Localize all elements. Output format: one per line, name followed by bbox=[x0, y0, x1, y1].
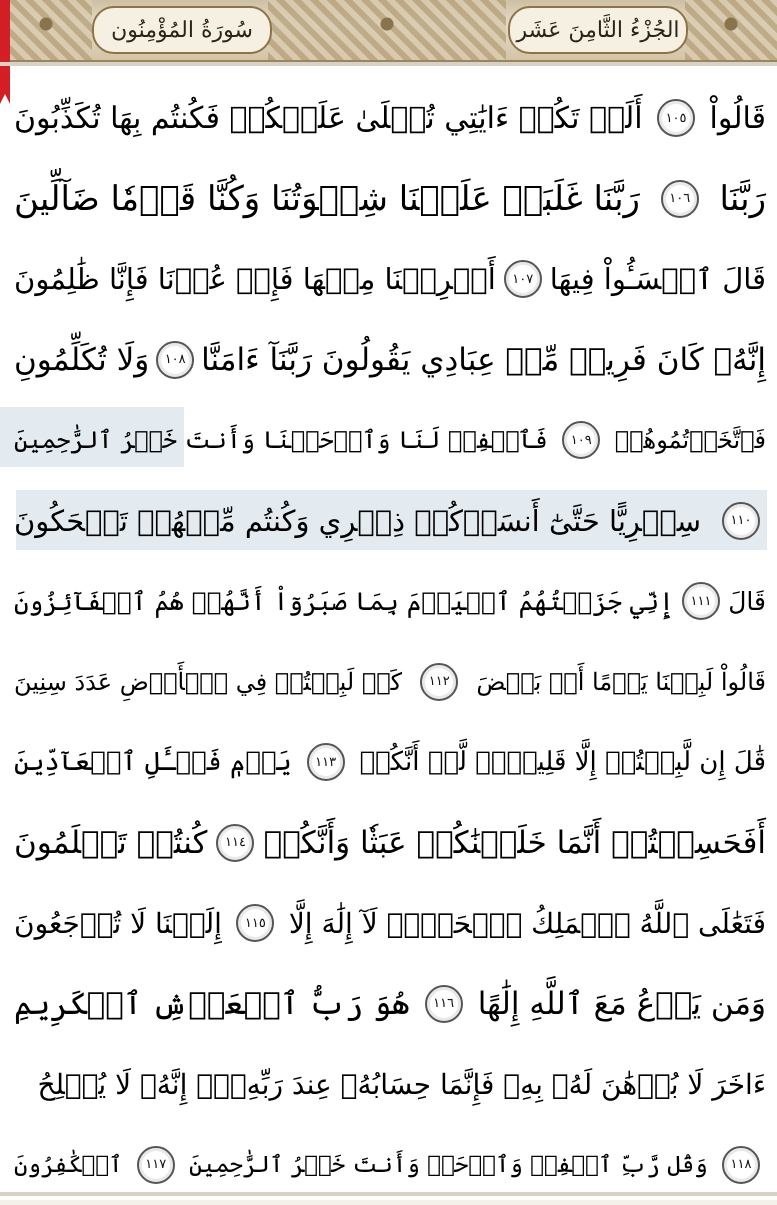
verse-text: ءَاخَرَ لَا بُرۡهَٰنَ لَهُۥ بِهِۦ فَإِنَّمَا حِسَابُهُۥ عِندَ رَبِّهِۦٓۚ إِنَّهُۥ لَا يُفۡلِحُ bbox=[37, 1068, 766, 1101]
verse-text: سِخۡرِيًّا حَتَّىٰٓ أَنسَوۡكُمۡ ذِكۡرِي وَكُنتُم مِّنۡهُمۡ تَضۡحَكُونَ bbox=[14, 504, 701, 538]
text-line bbox=[14, 400, 766, 481]
ayah-number-marker[interactable]: ١٠٧ bbox=[504, 260, 542, 298]
verse-text: يَوۡمٖ فَسۡـَٔلِ ٱلۡعَآدِّينَ bbox=[14, 747, 292, 777]
ayah-number-marker[interactable]: ١٠٦ bbox=[661, 180, 699, 218]
header-ornament-left bbox=[0, 0, 92, 60]
verse-text: هُوَ رَبُّ ٱلۡعَرۡشِ ٱلۡكَرِيمِ bbox=[14, 986, 409, 1022]
text-line bbox=[14, 642, 766, 723]
ayah-number-marker[interactable]: ١١٧ bbox=[137, 1146, 175, 1184]
text-line bbox=[14, 78, 766, 159]
ayah-number-marker[interactable]: ١١٦ bbox=[425, 985, 463, 1023]
verse-text: وَقُل رَّبِّ ٱغۡفِرۡ وَٱرۡحَمۡ وَأَنتَ خَيۡرُ ٱلرَّٰحِمِينَ bbox=[189, 1152, 708, 1178]
text-line bbox=[14, 561, 766, 642]
ayah-number-marker[interactable]: ١٠٩ bbox=[562, 421, 600, 459]
verse-text: كُنتُمۡ تَعۡلَمُونَ bbox=[14, 825, 207, 861]
verse-text: قَالَ ٱخۡسَـُٔواْ فِيهَا bbox=[550, 262, 766, 296]
text-line bbox=[14, 320, 766, 401]
text-line bbox=[14, 239, 766, 320]
verse-text: فَٱتَّخَذۡتُمُوهُمۡ bbox=[615, 426, 766, 454]
verse-text: قَالُواْ bbox=[710, 101, 766, 136]
ayah-number-marker[interactable]: ١١٢ bbox=[420, 663, 458, 701]
verse-text: فَٱغۡفِرۡ لَنَا وَٱرۡحَمۡنَا وَأَنتَ خَيۡرُ ٱلرَّٰحِمِينَ bbox=[14, 426, 548, 454]
top-rule bbox=[0, 62, 777, 66]
juz-label: الجُزْءُ الثَّامِنَ عَشَر bbox=[508, 6, 688, 54]
verse-text: أَخۡرِجۡنَا مِنۡهَا فَإِنۡ عُدۡنَا فَإِنَّا ظَٰلِمُونَ bbox=[14, 262, 496, 296]
header-ornament-right bbox=[685, 0, 777, 60]
verse-text: قَالُواْ لَبِثۡنَا يَوۡمًا أَوۡ بَعۡضَ bbox=[476, 668, 766, 696]
ayah-number-marker[interactable]: ١٠٨ bbox=[156, 341, 194, 379]
text-line bbox=[14, 883, 766, 964]
text-line bbox=[14, 159, 766, 240]
ayah-number-marker[interactable]: ١١٥ bbox=[236, 904, 274, 942]
verse-text: وَلَا تُكَلِّمُونِ bbox=[14, 342, 149, 378]
verse-text: إِنِّي جَزَيۡتُهُمُ ٱلۡيَوۡمَ بِمَا صَبَرُوٓاْ أَنَّهُمۡ هُمُ ٱلۡفَآئِزُونَ bbox=[14, 587, 674, 616]
verse-text-block bbox=[14, 78, 766, 1205]
verse-text: رَبَّنَا غَلَبَتۡ عَلَيۡنَا شِقۡوَتُنَا وَكُنَّا قَوۡمٗا ضَآلِّينَ bbox=[14, 179, 640, 219]
ayah-number-marker[interactable]: ١٠٥ bbox=[657, 99, 695, 137]
verse-text: رَبَّنَا bbox=[719, 179, 766, 219]
header-ornament-middle bbox=[268, 0, 506, 60]
ayah-number-marker[interactable]: ١١٠ bbox=[722, 502, 760, 540]
verse-text: إِنَّهُۥ كَانَ فَرِيقٞ مِّنۡ عِبَادِي يَقُولُونَ رَبَّنَآ ءَامَنَّا bbox=[201, 342, 766, 378]
text-line bbox=[14, 481, 766, 562]
text-line bbox=[14, 803, 766, 884]
verse-text: إِلَيۡنَا لَا تُرۡجَعُونَ bbox=[14, 907, 222, 940]
ayah-number-marker[interactable]: ١١٨ bbox=[722, 1146, 760, 1184]
verse-text: ٱلۡكَٰفِرُونَ bbox=[14, 1152, 122, 1178]
verse-text: أَفَحَسِبۡتُمۡ أَنَّمَا خَلَقۡنَٰكُمۡ عَبَثٗا وَأَنَّكُمۡ bbox=[264, 825, 766, 861]
ayah-number-marker[interactable]: ١١٣ bbox=[307, 743, 345, 781]
text-line bbox=[14, 964, 766, 1045]
verse-text: قَالَ bbox=[728, 587, 766, 616]
verse-text: قَٰلَ إِن لَّبِثۡتُمۡ إِلَّا قَلِيلٗاۖ لَّوۡ أَنَّكُمۡ bbox=[359, 747, 766, 777]
verse-text: أَلَمۡ تَكُنۡ ءَايَٰتِي تُتۡلَىٰ عَلَيۡكُمۡ فَكُنتُم بِهَا تُكَذِّبُونَ bbox=[14, 101, 643, 136]
page-header bbox=[0, 0, 777, 62]
verse-text: وَمَن يَدۡعُ مَعَ ٱللَّهِ إِلَٰهًا bbox=[478, 986, 766, 1022]
ayah-number-marker[interactable]: ١١٤ bbox=[216, 824, 254, 862]
verse-text: كَمۡ لَبِثۡتُمۡ فِي ٱلۡأَرۡضِ عَدَدَ سِنِينَ bbox=[14, 668, 402, 696]
text-line bbox=[14, 1044, 766, 1125]
surah-label: سُورَةُ المُؤْمِنُون bbox=[92, 6, 272, 54]
text-line bbox=[14, 722, 766, 803]
bookmark-ribbon[interactable] bbox=[0, 0, 10, 94]
ayah-number-marker[interactable]: ١١١ bbox=[682, 582, 720, 620]
verse-text: فَتَعَٰلَى ٱللَّهُ ٱلۡمَلِكُ ٱلۡحَقُّۖ لَآ إِلَٰهَ إِلَّا bbox=[289, 907, 766, 940]
text-line bbox=[14, 1125, 766, 1205]
